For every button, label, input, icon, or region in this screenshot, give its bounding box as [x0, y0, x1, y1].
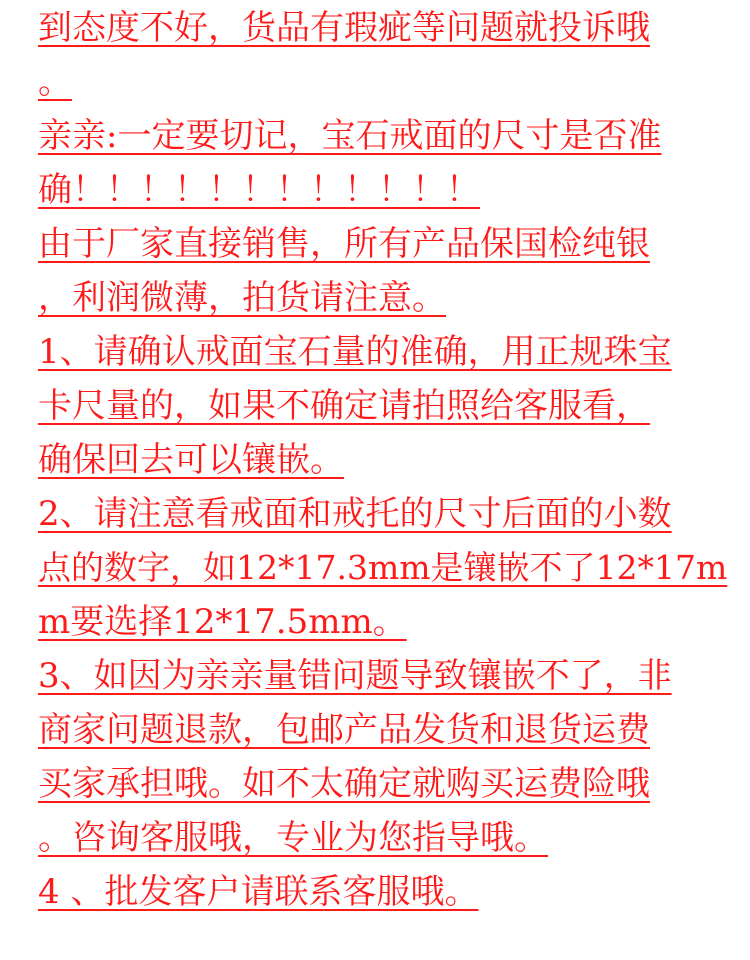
notice-line-14: 商家问题退款，包邮产品发货和退货运费 [38, 710, 650, 750]
notice-line-9: 确保回去可以镶嵌。 [38, 440, 344, 480]
notice-line-12: m要选择12*17.5mm。 [38, 602, 407, 642]
notice-line-8: 卡尺量的，如果不确定请拍照给客服看， [38, 386, 650, 426]
notice-line-10: 2、请注意看戒面和戒托的尺寸后面的小数 [38, 494, 672, 534]
notice-line-3: 亲亲:一定要切记，宝石戒面的尺寸是否准 [38, 116, 662, 156]
notice-line-1: 到态度不好，货品有瑕疵等问题就投诉哦 [38, 8, 650, 48]
notice-line-11: 点的数字，如12*17.3mm是镶嵌不了12*17m [38, 548, 728, 587]
notice-line-15: 买家承担哦。如不太确定就购买运费险哦 [38, 764, 650, 804]
notice-line-4: 确！！！！！！！！！！！！ [38, 170, 480, 210]
notice-line-7: 1、请确认戒面宝石量的准确，用正规珠宝 [38, 332, 672, 372]
notice-line-5: 由于厂家直接销售，所有产品保国检纯银 [38, 224, 650, 264]
notice-line-13: 3、如因为亲亲量错问题导致镶嵌不了，非 [38, 656, 672, 696]
notice-line-16: 。咨询客服哦，专业为您指导哦。 [38, 818, 548, 858]
notice-line-2: 。 [38, 62, 72, 102]
notice-line-6: ，利润微薄，拍货请注意。 [38, 278, 446, 318]
notice-line-17: 4 、批发客户请联系客服哦。 [38, 872, 479, 912]
